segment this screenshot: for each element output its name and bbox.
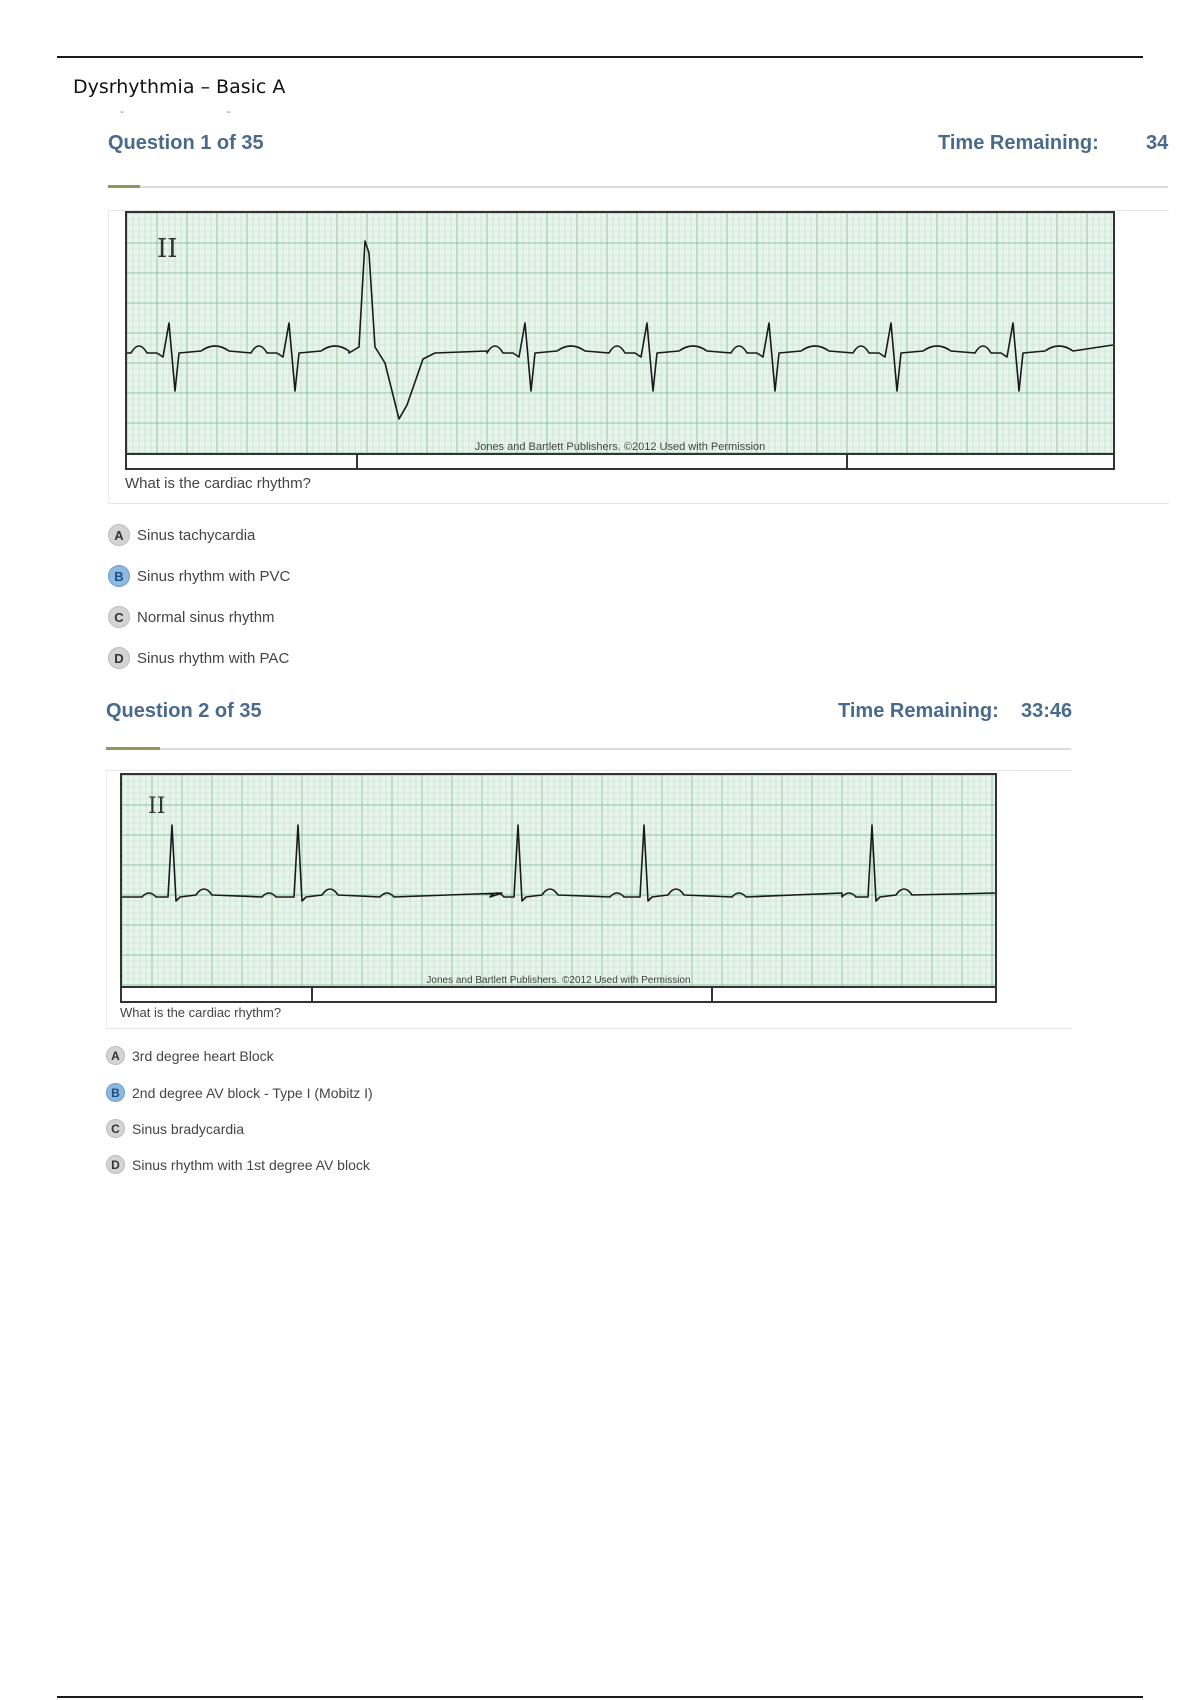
ecg-strip	[120, 773, 997, 1003]
ecg-strip-footer	[127, 454, 1113, 468]
question-prompt: What is the cardiac rhythm?	[125, 475, 311, 492]
document-title: Dysrhythmia – Basic A	[73, 76, 286, 98]
option-a[interactable]	[108, 524, 255, 546]
ecg-trace	[127, 241, 1113, 419]
bottom-rule	[57, 1696, 1143, 1698]
question-number: Question 1 of 35	[108, 132, 264, 154]
option-letter-badge: C	[108, 606, 130, 628]
progress-accent	[108, 185, 140, 188]
question-1	[108, 132, 1168, 682]
ecg-lead-label: II	[157, 234, 178, 264]
option-label: 3rd degree heart Block	[132, 1047, 274, 1064]
option-label: Sinus rhythm with 1st degree AV block	[132, 1156, 370, 1173]
option-label: Sinus rhythm with PVC	[137, 567, 291, 585]
option-d[interactable]	[106, 1155, 370, 1174]
question-separator	[106, 748, 1071, 750]
ecg-trace-svg	[127, 213, 1113, 468]
option-label: Sinus tachycardia	[137, 526, 256, 544]
question-number: Question 2 of 35	[106, 700, 262, 722]
option-d[interactable]	[108, 647, 289, 669]
ecg-strip-footer	[122, 987, 995, 1001]
option-b[interactable]	[106, 1083, 373, 1102]
ecg-credit: Jones and Bartlett Publishers. ©2012 Used with Permission	[426, 975, 691, 986]
option-label: 2nd degree AV block - Type I (Mobitz I)	[132, 1084, 373, 1101]
progress-accent	[106, 747, 160, 750]
question-header	[106, 700, 1071, 730]
option-letter-badge-selected: B	[108, 565, 130, 587]
option-label: Sinus bradycardia	[132, 1120, 245, 1137]
question-header	[108, 132, 1168, 162]
option-b[interactable]	[108, 565, 290, 587]
option-letter-badge: D	[106, 1155, 125, 1174]
time-remaining-value: 34	[1146, 132, 1169, 154]
time-remaining-label: Time Remaining:	[938, 132, 1099, 154]
option-letter-badge: A	[108, 524, 130, 546]
option-letter-badge: C	[106, 1119, 125, 1138]
ecg-panel	[106, 770, 1072, 1029]
option-letter-badge: A	[106, 1046, 125, 1065]
question-prompt: What is the cardiac rhythm?	[120, 1005, 282, 1020]
top-rule	[57, 56, 1143, 58]
ecg-trace-svg	[122, 775, 995, 1001]
ecg-lead-label: II	[148, 794, 166, 819]
option-letter-badge-selected: B	[106, 1083, 125, 1102]
time-remaining-value: 33:46	[1021, 700, 1073, 722]
document-ticks: - -	[120, 106, 281, 118]
ecg-credit: Jones and Bartlett Publishers. ©2012 Used with Permission	[474, 441, 766, 453]
time-remaining-label: Time Remaining:	[838, 700, 999, 722]
ecg-grid	[122, 775, 995, 987]
ecg-grid	[127, 213, 1113, 454]
option-c[interactable]	[108, 606, 275, 628]
question-2	[106, 700, 1071, 1180]
ecg-trace	[122, 825, 995, 901]
option-letter-badge: D	[108, 647, 130, 669]
option-a[interactable]	[106, 1046, 274, 1065]
option-label: Sinus rhythm with PAC	[137, 649, 290, 667]
question-separator	[108, 186, 1168, 188]
option-label: Normal sinus rhythm	[137, 608, 275, 626]
option-c[interactable]	[106, 1119, 244, 1138]
ecg-strip	[125, 211, 1115, 470]
ecg-panel	[108, 210, 1169, 504]
